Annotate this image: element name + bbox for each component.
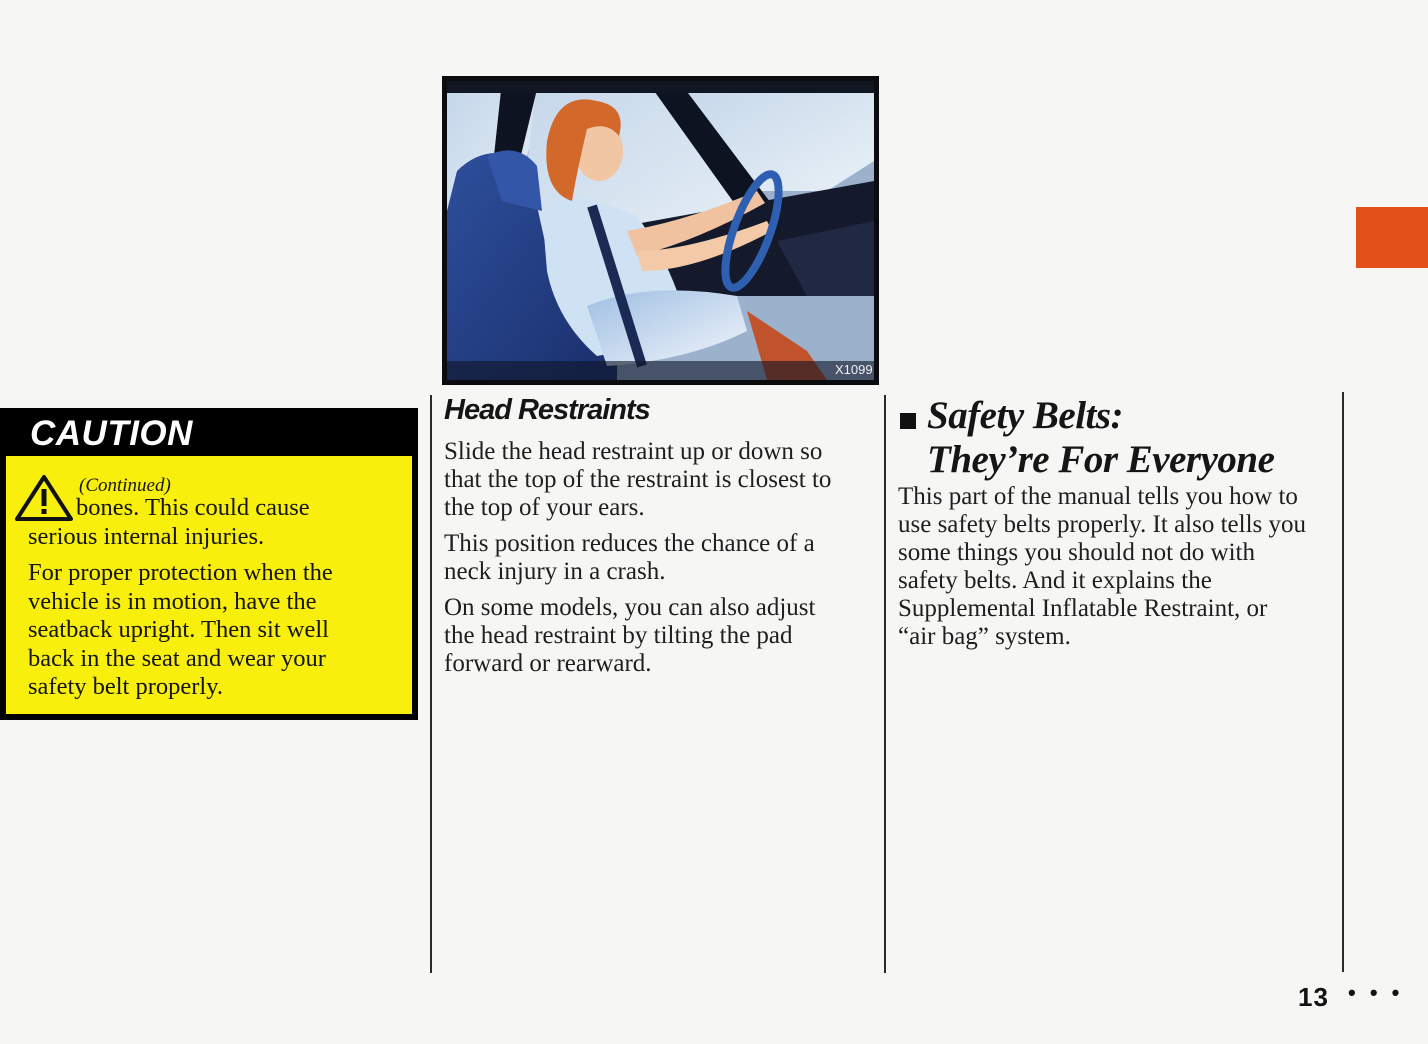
text-line: use safety belts properly. It also tells you — [898, 511, 1307, 538]
column-divider-left — [430, 395, 432, 973]
section-tab-marker — [1356, 207, 1428, 268]
text-line: forward or rearward. — [444, 650, 652, 677]
caution-line: vehicle is in motion, have the — [28, 587, 317, 615]
text-line: neck injury in a crash. — [444, 558, 666, 585]
paragraph — [444, 530, 864, 586]
text-line: the head restraint by tilting the pad — [444, 622, 793, 649]
column-divider-right — [1342, 392, 1344, 972]
caution-first-line: bones. This could cause — [76, 494, 310, 521]
caution-line: seatback upright. Then sit well — [28, 616, 329, 643]
caution-body — [6, 456, 412, 714]
safety-belts-text — [898, 483, 1338, 659]
paragraph — [444, 438, 864, 522]
caution-continued-label: (Continued) — [79, 475, 171, 496]
illustration-code: X1099 — [835, 362, 873, 377]
text-line: that the top of the restraint is closest to — [444, 466, 832, 493]
driver-seated-illustration — [447, 81, 874, 380]
head-restraints-heading: Head Restraints — [444, 394, 650, 426]
caution-line: safety belt properly. — [28, 673, 224, 700]
heading-line: Safety Belts: — [927, 394, 1124, 437]
page-number: 13 — [1298, 982, 1329, 1012]
heading-line: They’re For Everyone — [927, 438, 1275, 481]
head-restraints-text — [444, 438, 864, 686]
text-line: “air bag” system. — [898, 623, 1071, 650]
text-line: This part of the manual tells you how to — [898, 483, 1298, 510]
text-line: This position reduces the chance of a — [444, 530, 815, 557]
caution-title: CAUTION — [30, 414, 193, 453]
text-line: On some models, you can also adjust — [444, 594, 816, 621]
caution-box — [0, 408, 418, 720]
text-line: Supplemental Inflatable Restraint, or — [898, 595, 1268, 622]
safety-belts-heading — [927, 394, 1274, 482]
paragraph — [898, 483, 1338, 651]
paragraph — [444, 594, 864, 678]
square-bullet-icon — [900, 413, 916, 429]
caution-paragraph-2 — [28, 559, 396, 702]
column-divider-middle — [884, 395, 886, 973]
caution-line: serious internal injuries. — [28, 522, 265, 550]
text-line: the top of your ears. — [444, 494, 645, 521]
caution-line: back in the seat and wear your — [28, 644, 326, 672]
caution-line: For proper protection when the — [28, 559, 333, 586]
caution-paragraph-1 — [28, 523, 396, 552]
text-line: Slide the head restraint up or down so — [444, 438, 823, 465]
driver-illustration-frame — [442, 76, 879, 385]
warning-triangle-icon — [14, 474, 74, 522]
page-dots: • • • — [1348, 980, 1404, 1005]
text-line: safety belts. And it explains the — [898, 567, 1212, 594]
text-line: some things you should not do with — [898, 539, 1255, 566]
